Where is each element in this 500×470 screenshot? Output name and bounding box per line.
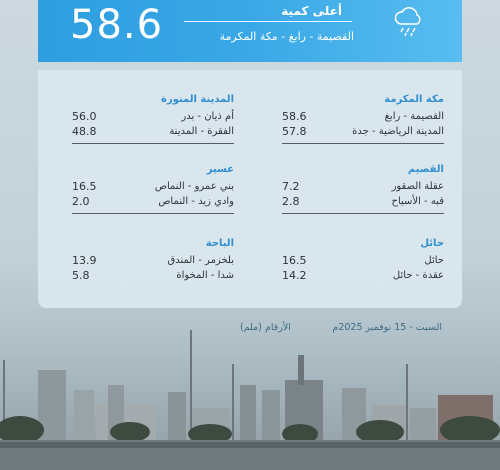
divider — [184, 21, 352, 22]
region-title: المدينة المنورة — [161, 94, 234, 105]
list-item — [72, 268, 234, 283]
rain-value: 56.0 — [72, 110, 97, 123]
divider — [72, 213, 234, 214]
list-item — [72, 124, 234, 139]
max-title: أعلى كمية — [281, 4, 342, 18]
place-name: عقدة - حائل — [392, 270, 444, 281]
footer-unit: الأرقام (ملم) — [240, 322, 291, 333]
max-place: القصيمة - رابغ - مكة المكرمة — [219, 30, 354, 43]
list-item — [72, 194, 234, 209]
rain-value: 57.8 — [282, 125, 307, 138]
region-qassim — [282, 164, 444, 214]
place-name: وادي زيد - النماص — [158, 196, 234, 207]
divider — [282, 213, 444, 214]
list-item — [282, 124, 444, 139]
region-title: حائل — [420, 238, 444, 249]
place-name: المدينة الرياضية - جدة — [352, 126, 444, 137]
list-item — [282, 194, 444, 209]
rain-value: 5.8 — [72, 269, 90, 282]
rain-value: 2.0 — [72, 195, 90, 208]
region-title: القصيم — [407, 164, 444, 175]
cloud-rain-icon — [392, 4, 426, 38]
place-name: الفقرة - المدينة — [169, 126, 234, 137]
rain-value: 16.5 — [282, 254, 307, 267]
list-item — [72, 109, 234, 124]
place-name: القصيمة - رابغ — [384, 111, 444, 122]
max-value: 58.6 — [70, 2, 164, 48]
region-title: مكة المكرمة — [384, 94, 444, 105]
region-makkah — [282, 94, 444, 144]
region-title: عسير — [206, 164, 234, 175]
rain-value: 16.5 — [72, 180, 97, 193]
rain-value: 7.2 — [282, 180, 300, 193]
footer-date: السبت - 15 نوفمبر 2025م — [332, 322, 442, 333]
list-item — [282, 268, 444, 283]
region-title: الباحة — [205, 238, 234, 249]
place-name: بني عمرو - النماص — [154, 181, 234, 192]
list-item — [72, 253, 234, 268]
rain-value: 2.8 — [282, 195, 300, 208]
region-asir — [72, 164, 234, 214]
place-name: أم ذيان - بدر — [181, 111, 234, 122]
place-name: حائل — [424, 255, 444, 266]
region-hail — [282, 238, 444, 283]
list-item — [72, 179, 234, 194]
rain-value: 14.2 — [282, 269, 307, 282]
rainfall-panel — [38, 70, 462, 308]
top-max-banner — [38, 0, 462, 62]
place-name: عقلة الصقور — [391, 181, 444, 192]
divider — [72, 143, 234, 144]
list-item — [282, 179, 444, 194]
rain-value: 58.6 — [282, 110, 307, 123]
rain-value: 13.9 — [72, 254, 97, 267]
place-name: بلخزمر - المندق — [167, 255, 234, 266]
footer — [332, 322, 442, 333]
place-name: قبه - الأسياح — [391, 196, 444, 207]
divider — [282, 143, 444, 144]
list-item — [282, 109, 444, 124]
place-name: شدا - المخواة — [176, 270, 234, 281]
list-item — [282, 253, 444, 268]
rain-value: 48.8 — [72, 125, 97, 138]
region-madinah — [72, 94, 234, 144]
region-baha — [72, 238, 234, 283]
city-skyline-photo — [0, 330, 500, 470]
